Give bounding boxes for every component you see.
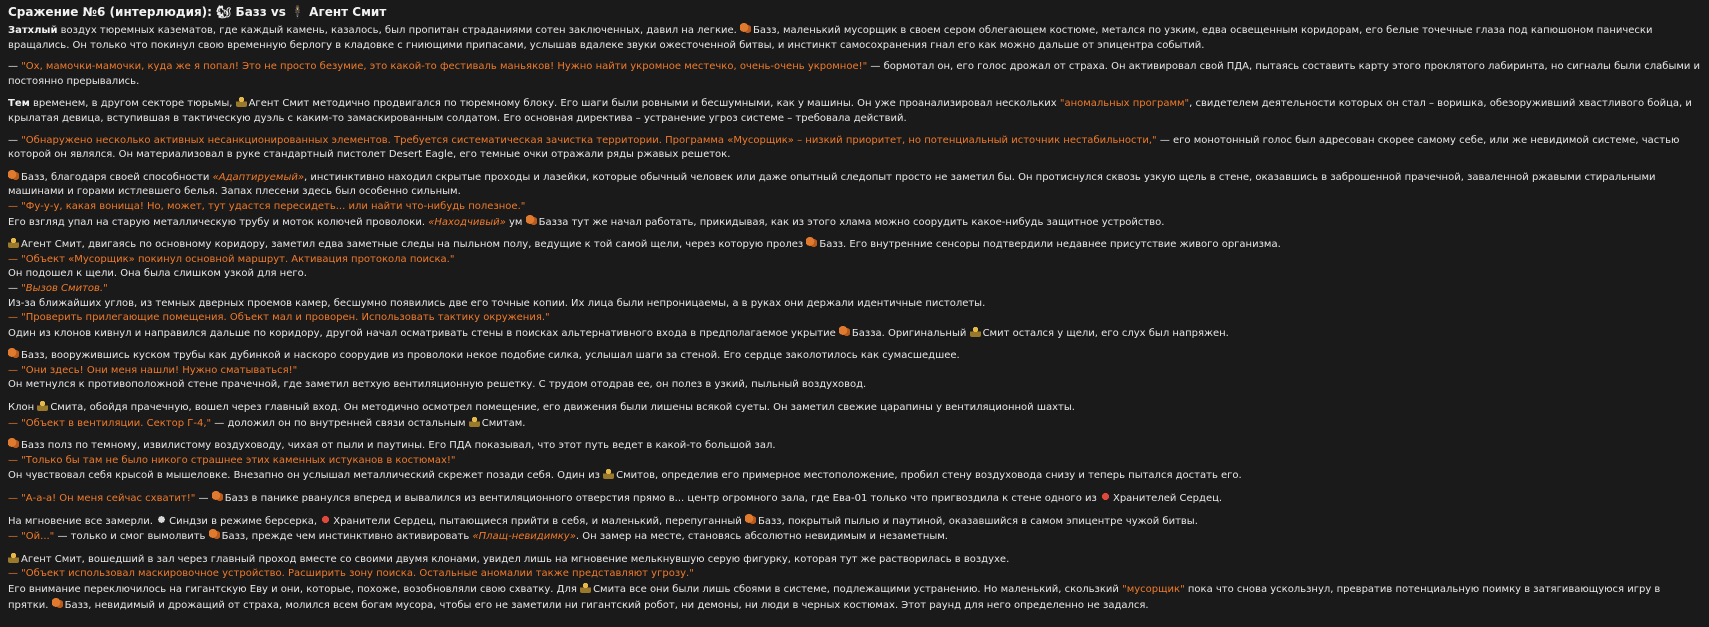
- dialogue-quote: — "Объект использовал маскировочное устройство. Расширить зону поиска. Остальные аномалии также представляют угрозу.": [8, 568, 694, 580]
- paragraph-12: [8, 552, 1701, 613]
- dialogue-quote: "аномальных программ": [1059, 98, 1190, 110]
- squirrel-icon: [806, 237, 817, 248]
- ability-name: «Плащ-невидимку»: [472, 531, 576, 543]
- paragraph-text: Базз, благодаря своей способности: [21, 171, 213, 183]
- agent-icon: [8, 552, 19, 563]
- paragraph-text: — бормотал он, его голос дрожал от страха. Он активировал свой ПДА, пытаясь составить карту этого проклятого лабиринта, но сигналы были слабыми и постоянно прерывались.: [8, 61, 1701, 87]
- agent-icon: [37, 400, 48, 411]
- squirrel-icon: [745, 514, 756, 525]
- paragraph-text: Агент Смит, вошедший в зал через главный проход вместе со своими двумя клонами, увидел лишь на мгновение мелькнувшую серую фигурку, которая тут же растворилась в воздухе.: [21, 553, 1010, 565]
- paragraph-text: Базз, прежде чем инстинктивно активировать: [221, 531, 473, 543]
- paragraph-5: [8, 170, 1701, 230]
- squirrel-icon: [52, 598, 63, 609]
- text-line: [8, 348, 1701, 364]
- paragraph-text: Хранители Сердец, пытающиеся прийти в себя, и маленький, перепуганный: [333, 515, 745, 527]
- dash: —: [195, 493, 212, 505]
- paragraph-text: — его монотонный голос был адресован скорее самому себе, или же невидимой системе, частью которой он являлся. Он материализовал в руке стандартный пистолет Desert Eagle, его темные очки отражали ряды ржавых решеток.: [8, 134, 1680, 161]
- dialogue-quote: — "Ой...": [8, 531, 55, 543]
- ability-name: «Адаптируемый»: [212, 171, 305, 183]
- paragraph-text: Базза. Оригинальный: [851, 327, 970, 339]
- dash: —: [8, 61, 22, 73]
- squirrel-icon: [8, 438, 19, 449]
- ability-name: «Находчивый»: [428, 216, 506, 228]
- text-line: [8, 282, 1701, 297]
- paragraph-text: — только и смог вымолвить: [54, 531, 209, 543]
- paragraph-8: [8, 400, 1701, 431]
- paragraph-9: [8, 438, 1701, 484]
- paragraph-text: Из-за ближайших углов, из темных дверных проемов камер, бесшумно появились две его точные копии. Их лица были непроницаемы, а в руках они держали идентичные пистолеты.: [8, 297, 986, 309]
- text-line: [8, 400, 1701, 416]
- paragraph-text: Клон: [8, 402, 38, 414]
- paragraph-11: [8, 514, 1701, 545]
- paragraph-lead-word: Затхлый: [8, 25, 58, 36]
- paragraph-text: Смита, обойдя прачечную, вошел через главный вход. Он методично осмотрел помещение, его движения были лишены всякой суеты. Он заметил свежие царапины у вентиляционной шахты.: [50, 402, 1075, 414]
- text-line: [8, 514, 1701, 530]
- paragraph-text: Хранителей Сердец.: [1112, 493, 1223, 505]
- dash: —: [8, 282, 22, 294]
- dialogue-quote: — "Объект «Мусорщик» покинул основной маршрут. Активация протокола поиска.": [8, 253, 455, 265]
- squirrel-icon: [212, 491, 223, 502]
- paragraph-6: [8, 237, 1701, 341]
- paragraph-text: На мгновение все замерли.: [8, 515, 157, 527]
- text-line: [8, 237, 1701, 253]
- text-line: [8, 438, 1701, 454]
- squirrel-icon: [8, 170, 19, 181]
- dash: —: [8, 134, 22, 146]
- agent-icon: [8, 237, 19, 248]
- paragraph-text: Базз в панике рванулся вперед и вывалился из вентиляционного отверстия прямо в... центр огромного зала, где Ева-01 только что пригвоздила к стене одного из: [224, 493, 1100, 505]
- text-line: [8, 552, 1701, 568]
- paragraph-text: ум: [505, 216, 526, 228]
- dialogue-quote: "Ох, мамочки-мамочки, куда же я попал! Это не просто безумие, это какой-то фестиваль маньяков! Нужно найти укромное местечко, очень-очень укромное!": [21, 61, 868, 73]
- dialogue-quote: "Вызов Смитов.": [21, 282, 108, 294]
- paragraph-text: Базз, вооружившись куском трубы как дубинкой и наскоро соорудив из проволоки некое подобие силка, услышал шаги за стеной. Его сердце заколотилось как сумасшедшее.: [21, 350, 960, 362]
- paragraph-text: Агент Смит методично продвигался по тюремному блоку. Его шаги были ровными и бесшумными, как у машины. Он уже проанализировал нескольких: [248, 98, 1060, 110]
- paragraph-text: Базза тут же начал работать, прикидывая, как из этого хлама можно соорудить какое-нибудь защитное устройство.: [538, 216, 1165, 228]
- dialogue-quote: "мусорщик": [1122, 584, 1185, 595]
- paragraph-4: [8, 134, 1701, 163]
- paragraph-7: [8, 348, 1701, 393]
- agent-icon: [603, 468, 614, 479]
- dialogue-quote: — "А-а-а! Он меня сейчас схватит!": [8, 493, 196, 505]
- paragraph-10: [8, 491, 1701, 507]
- paragraph-text: Смитам.: [481, 417, 526, 429]
- squirrel-icon: [526, 215, 537, 226]
- agent-icon: [469, 416, 480, 427]
- dialogue-quote: — "Проверить прилегающие помещения. Объект мал и проворен. Использовать тактику окружения.": [8, 312, 550, 324]
- text-line: [8, 215, 1701, 231]
- paragraph-text: — доложил он по внутренней связи остальным: [211, 417, 469, 429]
- dialogue-quote: — "Только бы там не было никого страшнее этих каменных истуканов в костюмах!": [8, 454, 456, 466]
- dialogue-quote: — "Объект в вентиляции. Сектор Г-4,": [8, 417, 212, 429]
- paragraph-text: Смитов, определив его примерное местоположение, пробил стену воздуховода снизу и теперь пытался достать его.: [616, 470, 1242, 482]
- paragraph-text: Базз. Его внутренние сенсоры подтвердили недавнее присутствие живого организма.: [819, 239, 1281, 251]
- paragraph-text: . Он замер на месте, становясь абсолютно невидимым и незаметным.: [575, 531, 948, 543]
- text-line: [8, 170, 1701, 200]
- squirrel-icon: [740, 23, 751, 34]
- squirrel-icon: [8, 348, 19, 359]
- oni-mask-icon: [1100, 491, 1111, 502]
- page-title: Сражение №6 (интерлюдия): 🐿 Базз vs 🕴 Агент Смит: [8, 5, 387, 19]
- dialogue-quote: — "Они здесь! Они меня нашли! Нужно сматываться!": [8, 364, 298, 376]
- paragraph-text: Агент Смит, двигаясь по основному коридору, заметил едва заметные следы на пыльном полу, ведущие к той самой щели, через которую пролез: [21, 239, 807, 251]
- paragraph-1: [8, 23, 1701, 53]
- paragraph-text: Его внимание переключилось на гигантскую Еву и они, которые, похоже, возобновляли свою схватку. Для: [8, 584, 581, 595]
- agent-icon: [236, 96, 247, 107]
- text-line: [8, 326, 1701, 342]
- agent-icon: [580, 582, 591, 593]
- agent-icon: [970, 326, 981, 337]
- paragraph-text: воздух тюремных казематов, где каждый камень, казалось, был пропитан страданиями сотен заключенных, давил на легкие.: [57, 25, 740, 36]
- paragraph-text: Он подошел к щели. Она была слишком узкой для него.: [8, 268, 307, 280]
- paragraph-text: Базз полз по темному, извилистому воздуховоду, чихая от пыли и паутины. Его ПДА показывал, что этот путь ведет в какой-то большой зал.: [21, 440, 776, 452]
- paragraph-text: Смит остался у щели, его слух был напряжен.: [982, 327, 1229, 339]
- paragraph-lead-word: Тем: [8, 98, 30, 110]
- paragraph-text: Он чувствовал себя крысой в мышеловке. Внезапно он услышал металлический скрежет позади себя. Один из: [8, 470, 604, 482]
- paragraph-text: пока что снова ускользнул, превратив потенциальную поимку в затягивающуюся игру в прятки.: [8, 584, 1661, 611]
- paragraph-text: , инстинктивно находил скрытые проходы и лазейки, которые обычный человек или даже опытный следопыт просто не заметил бы. Он протиснулся сквозь узкую щель в стене, оказавшись в заброшенной прачечной, заваленной ржавыми стиральными машинами и горами истлевшего белья. Запах плесени здесь был особенно сильным.: [8, 171, 1656, 198]
- paragraph-text: , свидетелем деятельности которых он стал – воришка, обезоруживший хвастливого бойца, и крылатая девица, вступившая в тактическую дуэль с каким-то замаскированным солдатом. Его основная директива – устранение угроз системе – требовала действий.: [8, 98, 1692, 124]
- squirrel-icon: [839, 326, 850, 337]
- paragraph-text: Смита все они были лишь сбоями в системе, подлежащими устранению. Но маленький, скользкий: [593, 584, 1123, 595]
- oni-mask-icon: [320, 514, 331, 525]
- text-line: [8, 582, 1701, 613]
- mask-icon: [156, 514, 167, 525]
- paragraph-text: временем, в другом секторе тюрьмы,: [29, 98, 236, 110]
- paragraph-text: Базз, невидимый и дрожащий от страха, молился всем богам мусора, чтобы его не заметили ни гигантский робот, ни демоны, ни люди в черных костюмах. Этот раунд для него определенно не задался.: [64, 599, 1149, 611]
- squirrel-icon: [209, 529, 220, 540]
- dialogue-quote: "Обнаружено несколько активных несанкционированных элементов. Требуется систематическая зачистка территории. Программа «Мусорщик» – низкий приоритет, но потенциальный источник нестабильности,": [21, 134, 1157, 146]
- paragraph-text: Синдзи в режиме берсерка,: [169, 515, 321, 527]
- paragraph-text: Он метнулся к противоположной стене прачечной, где заметил ветхую вентиляционную решетку. С трудом отодрав ее, он полез в узкий, пыльный воздуховод.: [8, 379, 867, 391]
- paragraph-2: [8, 60, 1701, 89]
- text-line: [8, 468, 1701, 484]
- paragraph-text: Его взгляд упал на старую металлическую трубу и моток колючей проволоки.: [8, 216, 429, 228]
- paragraph-text: Базз, маленький мусорщик в своем сером облегающем костюме, метался по узким, едва освещенным коридорам, его белые точечные глаза под капюшоном панически вращались. Он только что покинул свою временную берлогу в кладовке с гниющими припасами, услышав вдалеке звуки ожесточенной битвы, и инстинкт самосохранения гнал его как можно дальше от эпицентра событий.: [8, 25, 1653, 51]
- text-line: [8, 529, 1701, 545]
- paragraph-3: [8, 96, 1701, 126]
- text-line: [8, 416, 1701, 432]
- paragraph-text: Базз, покрытый пылью и паутиной, оказавшийся в самом эпицентре чужой битвы.: [757, 515, 1198, 527]
- dialogue-quote: — "Фу-у-у, какая вонища! Но, может, тут удастся пересидеть... или найти что-нибудь полезное.": [8, 200, 526, 212]
- paragraph-text: Один из клонов кивнул и направился дальше по коридору, другой начал осматривать стены в поисках альтернативного входа в предполагаемое укрытие: [8, 327, 839, 339]
